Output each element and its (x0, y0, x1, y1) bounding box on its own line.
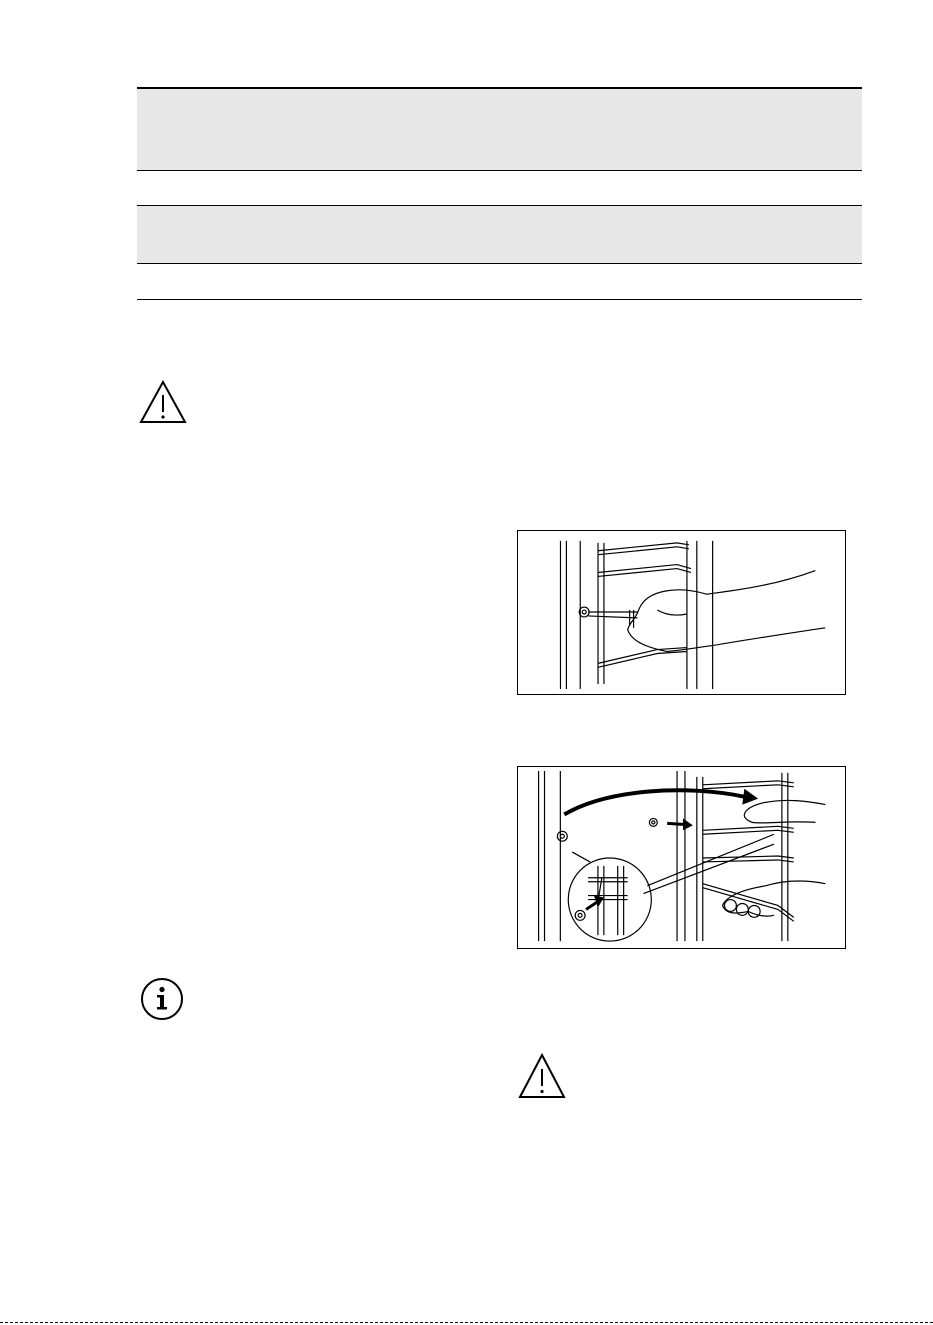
table-row (137, 206, 862, 264)
info-circle-icon (140, 977, 184, 1021)
table-row (137, 171, 862, 206)
table-header-row (137, 89, 862, 171)
shelf-support-installation-illustration (517, 766, 846, 949)
shelf-support-removal-illustration (517, 530, 846, 695)
warning-triangle-icon (518, 1053, 566, 1099)
warning-triangle-icon (139, 380, 187, 424)
table-row (137, 264, 862, 300)
data-table (137, 87, 862, 300)
